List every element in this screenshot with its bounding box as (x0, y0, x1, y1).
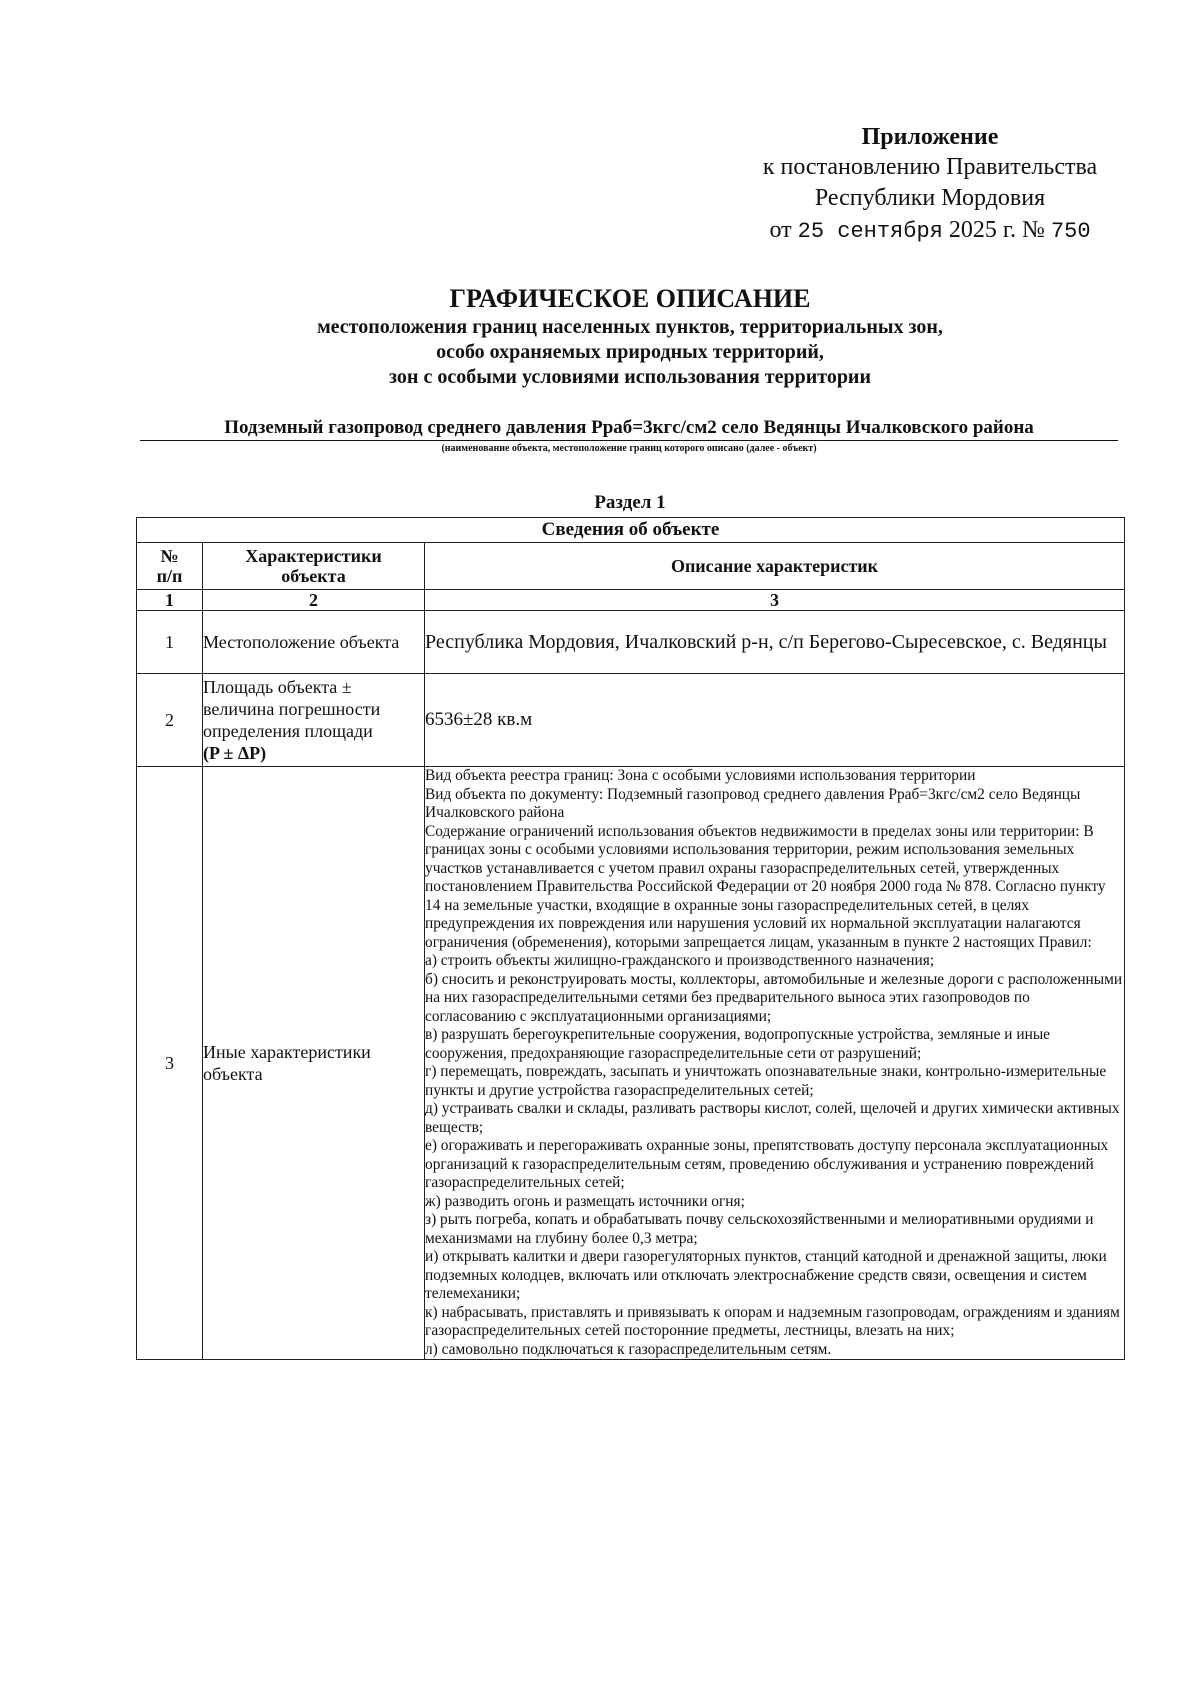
table-caption-row (137, 518, 1125, 543)
row-description: Республика Мордовия, Ичалковский р-н, с/п Берегово-Сыресевское, с. Ведянцы (425, 611, 1125, 674)
row-number: 3 (137, 767, 203, 1360)
table-row (137, 674, 1125, 767)
row-number: 1 (137, 611, 203, 674)
description-paragraph: г) перемещать, повреждать, засыпать и уничтожать опознавательные знаки, контрольно-измерительные пункты и другие устройства газораспределительных сетей; (425, 1063, 1107, 1099)
document-title: ГРАФИЧЕСКОЕ ОПИСАНИЕ (449, 284, 811, 313)
description-paragraph: д) устраивать свалки и склады, разливать растворы кислот, солей, щелочей и других химически активных веществ; (425, 1100, 1120, 1136)
row-description: 6536±28 кв.м (425, 674, 1125, 767)
description-paragraph: л) самовольно подключаться к газораспределительным сетям. (425, 1340, 832, 1358)
section-title: Раздел 1 (594, 492, 666, 513)
appendix-line-1: к постановлению Правительства (762, 154, 1098, 180)
column-number: 3 (425, 590, 1125, 611)
header-num: № п/п (137, 543, 203, 590)
row-characteristic: Иные характеристики объекта (203, 767, 425, 1360)
table-caption: Сведения об объекте (137, 518, 1125, 543)
table-row (137, 611, 1125, 674)
description-paragraph: з) рыть погреба, копать и обрабатывать почву сельскохозяйственными и мелиоративными орудиями и механизмами на глубину более 0,3 метра; (425, 1211, 1094, 1247)
description-paragraph: и) открывать калитки и двери газорегуляторных пунктов, станций катодной и дренажной защиты, люки подземных колодцев, включать или отключать электроснабжение средств связи, освещения и систем телемеханики; (425, 1248, 1107, 1302)
row-description-long (425, 767, 1125, 1360)
row-number: 2 (137, 674, 203, 767)
description-paragraph: к) набрасывать, приставлять и привязывать к опорам и надземным газопроводам, ограждениям и зданиям газораспределительных сетей посторонние предметы, лестницы, влезать на них; (425, 1303, 1120, 1339)
description-paragraph: Содержание ограничений использования объектов недвижимости в пределах зоны или территории: В границах зоны с особыми условиями использования территории, режим использования земельных участков устанавливается с учетом правил охраны газораспределительных сетей, утвержденных постановлением Правительства Российской Федерации от 20 ноября 2000 года № 878. Согласно пункту 14 на земельные участки, входящие в охранные зоны газораспределительных сетей, в целях предупреждения их повреждения или нарушения условий их нормальной эксплуатации налагаются ограничения (обременения), которыми запрещается лицам, указанным в пункте 2 настоящих Правил: (425, 822, 1106, 951)
document-subtitle-3: зон с особыми условиями использования территории (389, 366, 871, 388)
date-year: 2025 г. № (948, 217, 1045, 243)
object-name: Подземный газопровод среднего давления Рраб=3кгс/см2 село Ведянцы Ичалковского района (140, 417, 1118, 441)
description-paragraph: а) строить объекты жилищно-гражданского и производственного назначения; (425, 952, 935, 969)
column-number-row (137, 590, 1125, 611)
document-number: 750 (1050, 219, 1091, 244)
header-description: Описание характеристик (425, 543, 1125, 590)
description-paragraph: е) огораживать и перегораживать охранные зоны, препятствовать доступу персонала эксплуатационных организаций к газораспределительным сетям, проведению обслуживания и устранению повреждений газораспределительных сетей; (425, 1137, 1109, 1191)
header-characteristic: Характеристики объекта (203, 543, 425, 590)
description-paragraph: б) сносить и реконструировать мосты, коллекторы, автомобильные и железные дороги с расположенными на них газораспределительными сетями без предварительного выноса этих газопроводов по согласованию с эксплуатационными организациями; (425, 970, 1123, 1025)
description-paragraph: в) разрушать берегоукрепительные сооружения, водопропускные устройства, земляные и иные сооружения, предохраняющие газораспределительные сети от разрушений; (425, 1026, 1051, 1062)
object-info-table (136, 517, 1125, 1360)
date-prefix: от (769, 217, 792, 243)
appendix-block (720, 122, 1140, 248)
table-row (137, 767, 1125, 1360)
column-number: 1 (137, 590, 203, 611)
document-heading (130, 283, 1130, 390)
area-formula: (P ± ΔP) (203, 743, 267, 763)
column-number: 2 (203, 590, 425, 611)
appendix-date-line (720, 214, 1140, 248)
row-characteristic: Местоположение объекта (203, 611, 425, 674)
row-characteristic: Площадь объекта ± величина погрешности определения площади (203, 677, 381, 741)
appendix-title: Приложение (861, 124, 999, 150)
document-subtitle-1: местоположения границ населенных пунктов, территориальных зон, (317, 316, 943, 338)
description-paragraph: Вид объекта реестра границ: Зона с особыми условиями использования территории (425, 767, 976, 784)
document-subtitle-2: особо охраняемых природных территорий, (436, 341, 824, 363)
object-name-note: (наименование объекта, местоположение границ которого описано (далее - объект) (441, 443, 817, 454)
appendix-line-2: Республики Мордовия (814, 185, 1046, 211)
table-header-row (137, 543, 1125, 590)
description-paragraph: Вид объекта по документу: Подземный газопровод среднего давления Рраб=3кгс/см2 село Ведянцы Ичалковского района (425, 785, 1081, 821)
description-paragraph: ж) разводить огонь и размещать источники огня; (425, 1192, 745, 1210)
date-day-month: 25 сентября (797, 219, 943, 244)
row-characteristic-cell (203, 674, 425, 767)
